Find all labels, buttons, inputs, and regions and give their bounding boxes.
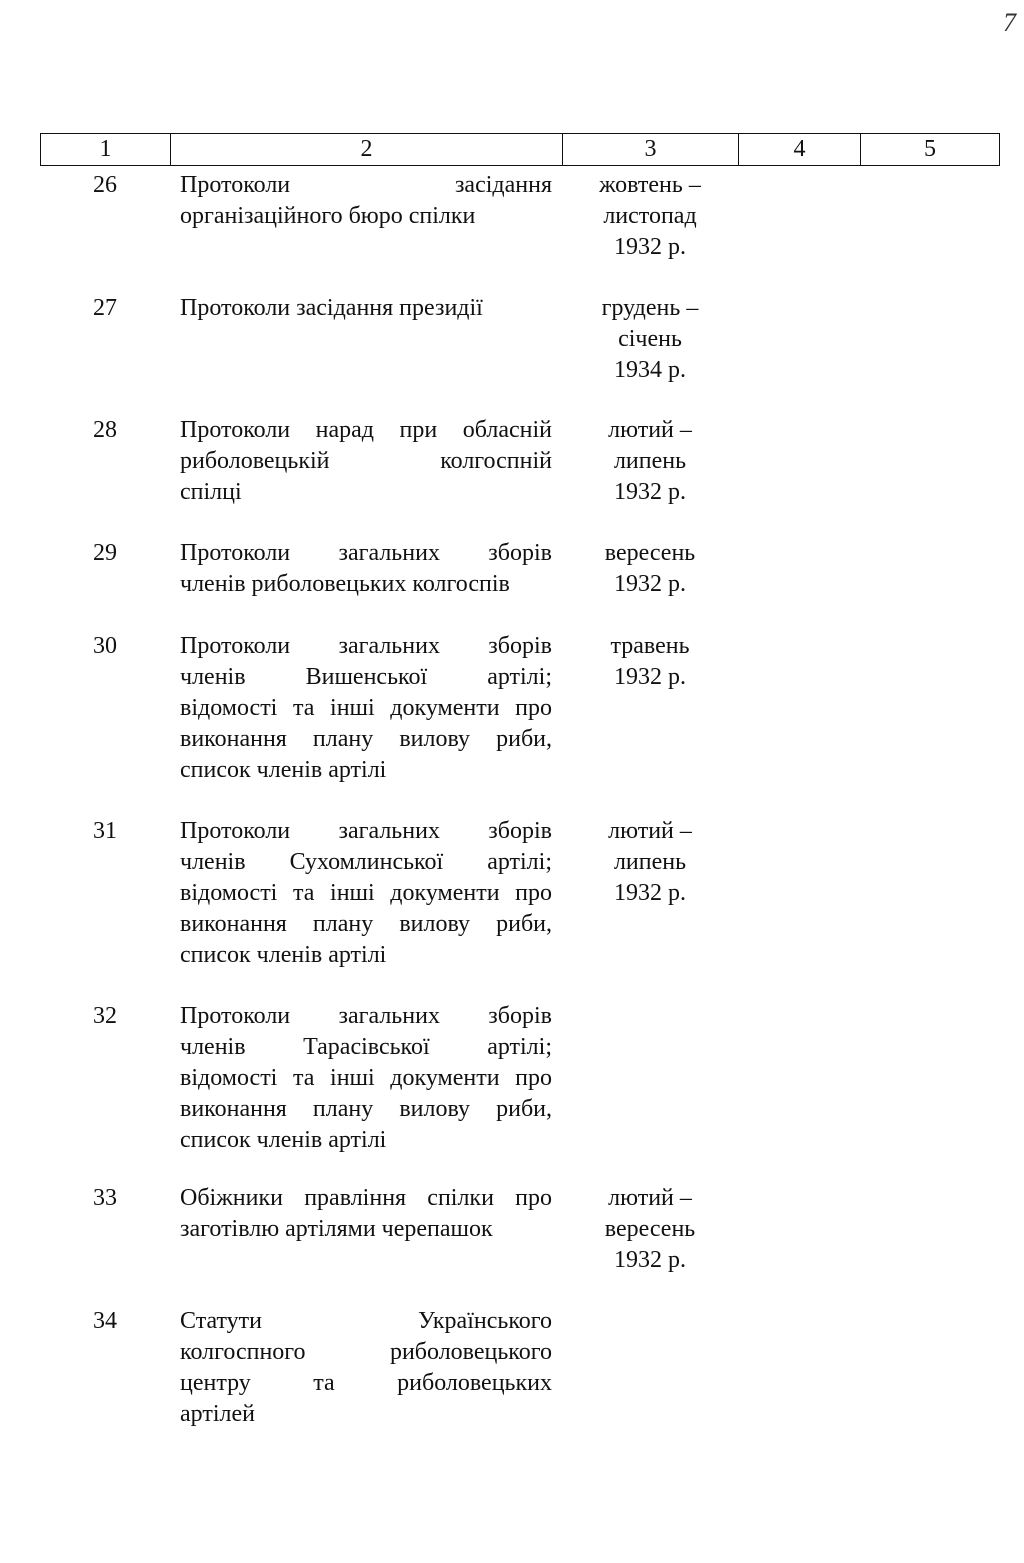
description-line: центру та риболовецьких: [180, 1370, 552, 1396]
description-line: риболовецькій колгоспній: [180, 448, 552, 474]
description-line: Протоколи загальних зборів: [180, 540, 552, 566]
date-line: лютий –: [608, 1185, 692, 1211]
row-date: [562, 170, 738, 263]
row-description: [180, 1306, 552, 1430]
row-description: [180, 1183, 552, 1245]
row-number: 33: [93, 1185, 117, 1211]
column-header-5: 5: [861, 134, 1000, 166]
row-number: 30: [93, 633, 117, 659]
row-number: 27: [93, 295, 117, 321]
description-line: заготівлю артілями черепашок: [180, 1216, 493, 1242]
date-line: вересень: [604, 1216, 696, 1242]
row-number: 29: [93, 540, 117, 566]
row-date: [562, 1183, 738, 1276]
description-line: Обіжники правління спілки про: [180, 1185, 552, 1211]
date-line: січень: [618, 326, 682, 352]
description-line: список членів артілі: [180, 757, 387, 783]
row-date: [562, 538, 738, 600]
row-date: [562, 415, 738, 508]
description-line: список членів артілі: [180, 1127, 387, 1153]
row-date: [562, 293, 738, 386]
description-line: Протоколи загальних зборів: [180, 633, 552, 659]
date-line: 1932 р.: [614, 479, 686, 505]
column-header-table: [40, 133, 1000, 166]
description-line: список членів артілі: [180, 942, 387, 968]
row-description: [180, 170, 552, 232]
description-line: виконання плану вилову риби,: [180, 726, 552, 752]
date-line: 1932 р.: [614, 1247, 686, 1273]
row-description: [180, 1001, 552, 1156]
row-description: [180, 293, 552, 324]
description-line: відомості та інші документи про: [180, 1065, 552, 1091]
row-number: 34: [93, 1308, 117, 1334]
row-date: [562, 631, 738, 693]
row-date: [562, 816, 738, 909]
date-line: 1932 р.: [614, 571, 686, 597]
page-number-mark: 7: [1003, 8, 1016, 37]
column-header-4: 4: [739, 134, 861, 166]
date-line: 1934 р.: [614, 357, 686, 383]
description-line: виконання плану вилову риби,: [180, 911, 552, 937]
date-line: лютий –: [608, 818, 692, 844]
description-line: членів Вишенської артілі;: [180, 664, 552, 690]
row-description: [180, 631, 552, 786]
description-line: Статути Українського: [180, 1308, 552, 1334]
column-header-row: [41, 134, 1000, 166]
row-number: 28: [93, 417, 117, 443]
description-line: Протоколи загальних зборів: [180, 1003, 552, 1029]
description-line: Протоколи загальних зборів: [180, 818, 552, 844]
date-line: травень: [610, 633, 690, 659]
description-line: членів риболовецьких колгоспів: [180, 571, 510, 597]
column-header-3: 3: [563, 134, 739, 166]
description-line: Протоколи засідання президії: [180, 295, 483, 321]
row-description: [180, 415, 552, 508]
description-line: Протоколи засідання: [180, 172, 552, 198]
description-line: членів Тарасівської артілі;: [180, 1034, 552, 1060]
date-line: листопад: [603, 203, 697, 229]
date-line: жовтень –: [599, 172, 701, 198]
description-line: організаційного бюро спілки: [180, 203, 476, 229]
description-line: відомості та інші документи про: [180, 695, 552, 721]
row-description: [180, 538, 552, 600]
description-line: членів Сухомлинської артілі;: [180, 849, 552, 875]
date-line: 1932 р.: [614, 234, 686, 260]
row-description: [180, 816, 552, 971]
column-header-2: 2: [171, 134, 563, 166]
date-line: липень: [613, 849, 687, 875]
date-line: 1932 р.: [614, 664, 686, 690]
date-line: грудень –: [601, 295, 699, 321]
column-header-1: 1: [41, 134, 171, 166]
description-line: артілей: [180, 1401, 255, 1427]
description-line: відомості та інші документи про: [180, 880, 552, 906]
description-line: виконання плану вилову риби,: [180, 1096, 552, 1122]
row-number: 32: [93, 1003, 117, 1029]
description-line: Протоколи нарад при обласній: [180, 417, 552, 443]
description-line: колгоспного риболовецького: [180, 1339, 552, 1365]
row-number: 31: [93, 818, 117, 844]
date-line: 1932 р.: [614, 880, 686, 906]
date-line: лютий –: [608, 417, 692, 443]
row-number: 26: [93, 172, 117, 198]
date-line: липень: [613, 448, 687, 474]
description-line: спілці: [180, 479, 242, 505]
date-line: вересень: [604, 540, 696, 566]
